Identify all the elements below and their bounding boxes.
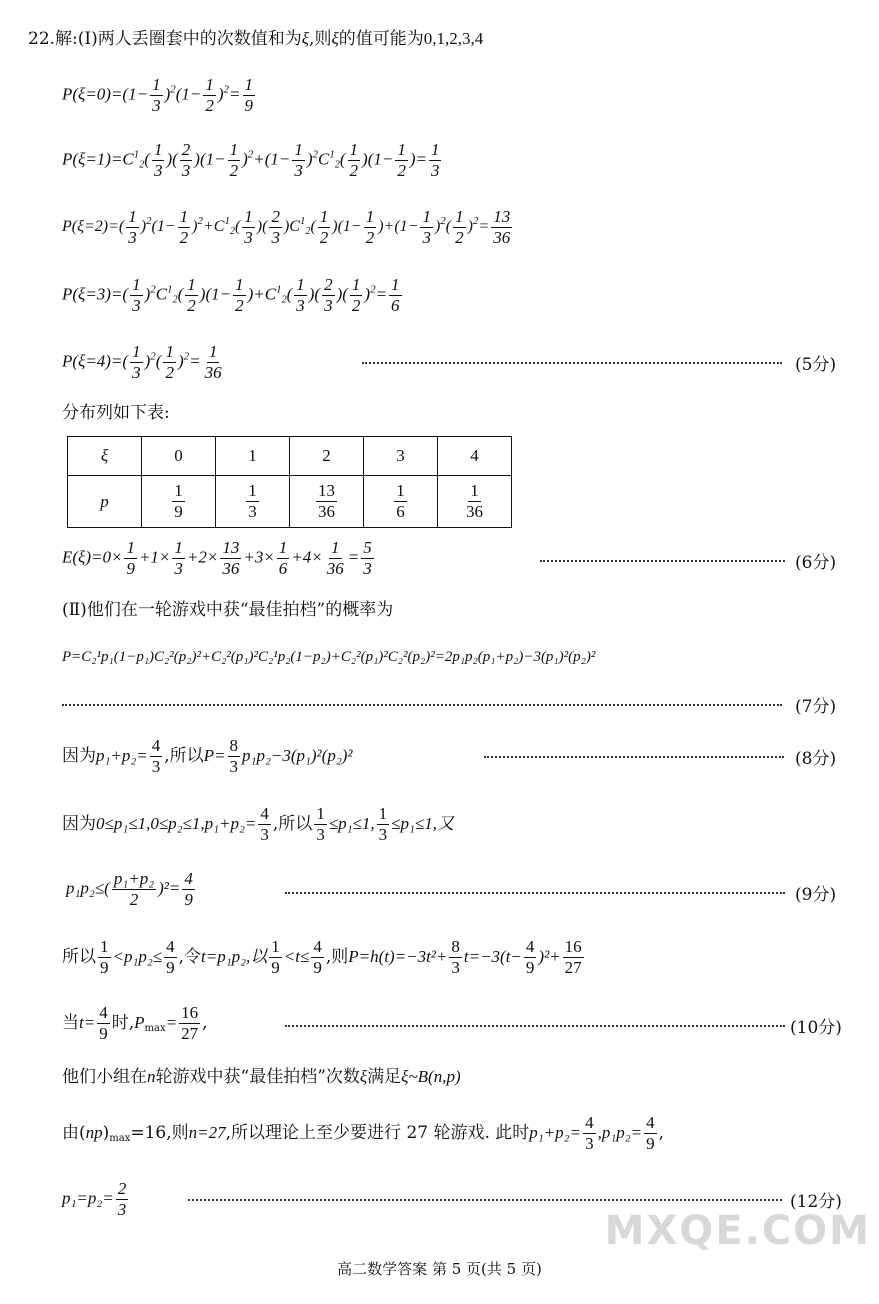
prob-xi-0: P(ξ=0)=(1− $\frac{1}{3}$ )$^2$(1− $\frac{1}{2}$ )$^2$= $\frac{1}{9}$ [62, 75, 254, 115]
table-header-cell: 3 [364, 437, 438, 476]
prob-xi-1: $P(\xi=1)=C^1_2$( $\frac{1}{3}$ )( $\frac{2}{3}$ )(1− $\frac{1}{2}$ )$^2$+(1− $\frac{1}{3}$ )$^2C^1_2$( $\frac{1}{2}$ )(1− $\frac{1}{2}$ )= $\frac{1}{3}$ [62, 140, 440, 180]
dot-leader [540, 560, 785, 562]
score-8: (8分) [795, 749, 837, 769]
step-9: 因为0≤p₁≤1,0≤p₂≤1,p₁+p₂= $\frac{4}{3}$ ,所以 $\frac{1}{3}$ ≤p₁≤1, $\frac{1}{3}$ ≤p₁≤1,又 [62, 804, 454, 844]
step-13: 他们小组在n轮游戏中获“最佳拍档”次数ξ满足ξ~B(n,p) [62, 1067, 461, 1087]
table-header-cell: 4 [438, 437, 512, 476]
expectation: E(ξ)=0× $\frac{1}{9}$ +1× $\frac{1}{3}$ +2× $\frac{13}{36}$ +3× $\frac{1}{6}$ +4× $\frac{1}{36}$ = $\frac{5}{3}$ [62, 538, 372, 578]
score-7: (7分) [795, 697, 837, 717]
table-cell: $\frac{1}{9}$ [142, 476, 216, 528]
dot-leader [362, 362, 782, 364]
table-row-label-p: p [68, 476, 142, 528]
score-10: (10分) [790, 1018, 842, 1038]
table-cell: $\frac{1}{6}$ [364, 476, 438, 528]
table-header-cell: 2 [290, 437, 364, 476]
part2-intro: (Ⅱ)他们在一轮游戏中获“最佳拍档”的概率为 [62, 600, 394, 620]
dot-leader [285, 892, 785, 894]
dot-leader [188, 1199, 782, 1201]
score-5: (5分) [795, 355, 837, 375]
dot-leader [62, 704, 782, 706]
prob-xi-3: P(ξ=3)=( $\frac{1}{3}$ )$^2C^1_2$( $\frac{1}{2}$ )(1− $\frac{1}{2}$ )$+C^1_2$( $\frac{1}{3}$ )( $\frac{2}{3}$ )( $\frac{1}{2}$ )$^2$= $\frac{1}{6}$ [62, 275, 400, 315]
page-footer: 高二数学答案 第 5 页(共 5 页) [337, 1260, 542, 1278]
table-header-xi: ξ [68, 437, 142, 476]
score-12: (12分) [790, 1192, 842, 1212]
watermark-logo: MXQE.COM [604, 1208, 871, 1254]
dot-leader [484, 756, 784, 758]
step-12: 当t= $\frac{4}{9}$ 时$,P_{max}=$ $\frac{16}{27}$ , [62, 1003, 208, 1043]
table-header-cell: 0 [142, 437, 216, 476]
step-15: p₁=p₂= $\frac{2}{3}$ [62, 1179, 127, 1219]
table-header-cell: 1 [216, 437, 290, 476]
step-11: 所以 $\frac{1}{9}$ <p₁p₂≤ $\frac{4}{9}$ ,令t=p₁p₂,以 $\frac{1}{9}$ <t≤ $\frac{4}{9}$ ,则P=h(t)=−3t²+ $\frac{8}{3}$ t=−3(t− $\frac{4}{9}$ )²+ $\frac{16}{27}$ [62, 937, 582, 977]
table-cell: $\frac{1}{3}$ [216, 476, 290, 528]
score-9: (9分) [795, 885, 837, 905]
best-partner-probability: P=C₂¹p₁(1−p₁)C₂²(p₂)²+C₂²(p₁)²C₂¹p₂(1−p₂)+C₂²(p₁)²C₂²(p₂)²=2p₁p₂(p₁+p₂)−3(p₁)²(p₂)² [62, 649, 596, 665]
distribution-table [67, 436, 512, 528]
problem-heading: 22.解:(Ⅰ)两人丢圈套中的次数值和为ξ,则ξ的值可能为0,1,2,3,4 [28, 29, 484, 49]
prob-xi-2: P(ξ=2)=( $\frac{1}{3}$ )$^2$(1− $\frac{1}{2}$ )$^2+C^1_2$( $\frac{1}{3}$ )( $\frac{2}{3}$ )$C^1_2$( $\frac{1}{2}$ )(1− $\frac{1}{2}$ )+(1− $\frac{1}{3}$ )$^2$( $\frac{1}{2}$ )$^2$= $\frac{13}{36}$ [62, 207, 511, 247]
prob-xi-4: P(ξ=4)=( $\frac{1}{3}$ )$^2$( $\frac{1}{2}$ )$^2$= $\frac{1}{36}$ [62, 342, 222, 382]
score-6: (6分) [795, 553, 837, 573]
table-cell: $\frac{1}{36}$ [438, 476, 512, 528]
dot-leader [285, 1025, 785, 1027]
step-14: 由$(np)_{max}=16$,则n=27,所以理论上至少要进行 27 轮游戏. 此时p₁+p₂= $\frac{4}{3}$ ,p₁p₂= $\frac{4}{9}$ , [62, 1113, 665, 1153]
step-10: p₁p₂≤( $\frac{\text{p₁+p₂}}{2}$ )²= $\frac{4}{9}$ [66, 869, 193, 909]
step-8: 因为p₁+p₂= $\frac{4}{3}$ ,所以P= $\frac{8}{3}$ p₁p₂−3(p₁)²(p₂)² [62, 736, 353, 776]
table-intro: 分布列如下表: [62, 403, 170, 423]
table-cell: $\frac{13}{36}$ [290, 476, 364, 528]
